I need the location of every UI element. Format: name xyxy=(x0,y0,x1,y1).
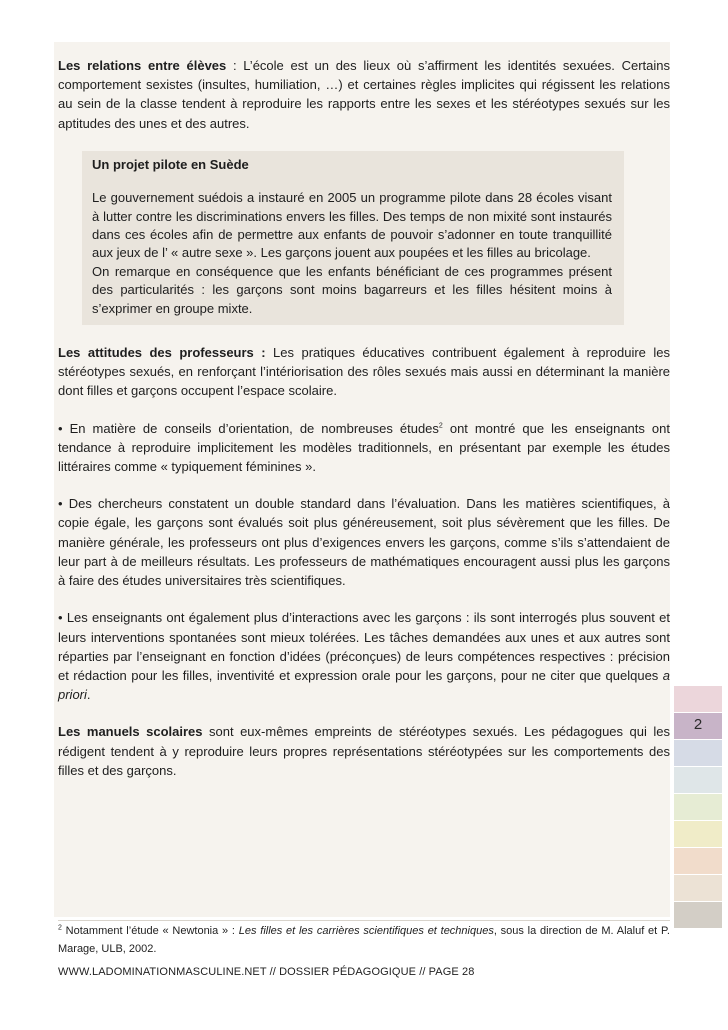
paragraph-professors xyxy=(58,343,670,401)
sidebar-box-pilot-project xyxy=(82,151,624,325)
chapter-tab[interactable] xyxy=(674,767,722,793)
chapter-tabs xyxy=(674,686,722,929)
paragraph-interactions xyxy=(58,608,670,704)
footnote-number: 2 xyxy=(58,924,62,932)
chapter-tab[interactable] xyxy=(674,740,722,766)
page-footer: WWW.LADOMINATIONMASCULINE.NET // DOSSIER PÉDAGOGIQUE // PAGE 28 xyxy=(58,966,475,978)
box-paragraph: Le gouvernement suédois a instauré en 2005 un programme pilote dans 28 écoles visant à lutter contre les discriminations envers les filles. Des temps de non mixité sont instaurés dans ces écoles afin de permettre aux enfants de pouvoir s’adonner en toute tranquillité aux jeux de l’ « autre sexe ». Les garçons jouent aux poupées et les filles au bricolage. xyxy=(92,190,612,261)
footnote-title: Les filles et les carrières scientifiques et techniques xyxy=(238,925,494,937)
paragraph-text: : L’école est un des lieux où s’affirment les identités sexuées. Certains comportement sexistes (insultes, humiliation, …) et certaines règles implicites qui régissent les relations au sein de la classe tendent à reproduire les rapports entre les sexes et les stéréotypes sexués sur les aptitudes des unes et des autres. xyxy=(58,58,670,131)
paragraph-evaluation xyxy=(58,494,670,590)
paragraph-textbooks xyxy=(58,722,670,780)
footnote-reference[interactable]: 2 xyxy=(438,422,443,430)
footnote-text: Notamment l’étude « Newtonia » : xyxy=(61,925,239,937)
box-paragraph: On remarque en conséquence que les enfants bénéficiant de ces programmes présent des particularités : les garçons sont moins bagarreurs et les filles hésitent moins à s’exprimer en groupe mixte. xyxy=(92,263,612,316)
paragraph-text: Les pratiques éducatives contribuent également à reproduire les stéréotypes sexués, en renforçant l’intériorisation des rôles sexués mais aussi en déterminant la manière dont filles et garçons occupent l’espace scolaire. xyxy=(58,345,670,399)
paragraph-relations xyxy=(58,56,670,133)
footnote-text: , sous la direction de M. Alaluf et P. Marage, ULB, 2002. xyxy=(58,925,670,955)
paragraph-orientation xyxy=(58,419,670,477)
chapter-tab[interactable] xyxy=(674,902,722,928)
chapter-tab[interactable] xyxy=(674,686,722,712)
paragraph-lead: Les attitudes des professeurs : xyxy=(58,345,266,361)
box-title: Un projet pilote en Suède xyxy=(92,156,249,172)
paragraph-lead: Les relations entre élèves xyxy=(58,58,227,73)
chapter-tab[interactable] xyxy=(674,821,722,847)
footnote xyxy=(58,920,670,958)
paragraph-text: • Des chercheurs constatent un double standard dans l’évaluation. Dans les matières scientifiques, à copie égale, les garçons sont évalués soit plus généreusement, soit plus sévèrement que les filles. De manière générale, les professeurs ont plus d’exigences envers les garçons, comme s’ils s’attendaient de leur part à de meilleurs résultats. Les professeurs de mathématiques encouragent aussi plus les garçons à faire des études universitaires très scientifiques. xyxy=(58,496,670,589)
paragraph-text: . xyxy=(86,687,91,703)
chapter-tab[interactable] xyxy=(674,794,722,820)
paragraph-text: sont eux-mêmes empreints de stéréotypes sexués. Les pédagogues qui les rédigent tendent à y reproduire leurs propres représentations stéréotypées sur les comportements des filles et des garçons. xyxy=(58,724,670,778)
paragraph-text: • Les enseignants ont également plus d’interactions avec les garçons : ils sont interrogés plus souvent et leurs interventions spontanées sont mieux tolérées. Les tâches demandées aux unes et aux autres sont réparties par l’enseignant en fonction d’idées (préconçues) de leurs compétences respectives : précision et rédaction pour les filles, inventivité et expression orale pour les garçons, pour ne citer que quelques xyxy=(58,610,670,683)
italic-term: a priori xyxy=(58,667,670,703)
chapter-tab[interactable] xyxy=(674,848,722,874)
paragraph-lead: Les manuels scolaires xyxy=(58,724,203,740)
chapter-tab-number: 2 xyxy=(693,716,703,733)
chapter-tab[interactable] xyxy=(674,875,722,901)
paragraph-text: • En matière de conseils d’orientation, de nombreuses études xyxy=(58,420,439,436)
main-content xyxy=(58,56,670,798)
chapter-tab-active[interactable] xyxy=(674,713,722,739)
paragraph-text: ont montré que les enseignants ont tendance à reproduire implicitement les modèles traditionnels, en présentant par exemple les études littéraires comme « typiquement féminines ». xyxy=(58,420,670,475)
